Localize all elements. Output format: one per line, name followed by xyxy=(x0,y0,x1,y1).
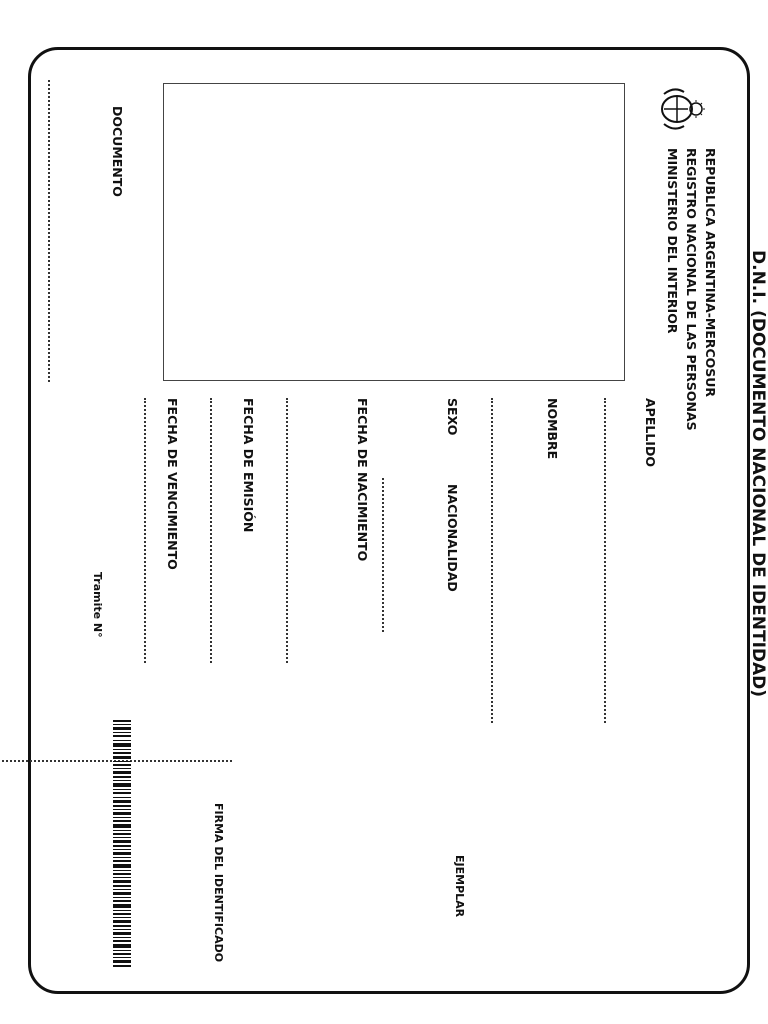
fecha-emision-line[interactable] xyxy=(210,398,212,663)
header-line-2: REGISTRO NACIONAL DE LAS PERSONAS xyxy=(684,148,699,431)
label-nacionalidad: NACIONALIDAD xyxy=(445,484,460,592)
label-apellido: APELLIDO xyxy=(643,398,658,467)
nombre-line[interactable] xyxy=(491,398,493,723)
label-tramite: Tramite N° xyxy=(91,572,104,638)
label-fecha-vencimiento: FECHA DE VENCIMIENTO xyxy=(165,398,180,570)
header-line-3: MINISTERIO DEL INTERIOR xyxy=(665,148,680,334)
coat-of-arms-icon xyxy=(660,82,706,136)
photo-area xyxy=(163,83,625,381)
label-documento: DOCUMENTO xyxy=(110,106,125,197)
page-title: D.N.I. (DOCUMENTO NACIONAL DE IDENTIDAD) xyxy=(748,250,768,698)
documento-line[interactable] xyxy=(48,80,50,382)
label-sexo: SEXO xyxy=(445,398,460,436)
fecha-nacimiento-line[interactable] xyxy=(286,398,288,663)
nacionalidad-line[interactable] xyxy=(382,478,384,632)
apellido-line[interactable] xyxy=(604,398,606,723)
fecha-vencimiento-line[interactable] xyxy=(144,398,146,663)
label-firma: FIRMA DEL IDENTIFICADO xyxy=(212,803,225,963)
label-fecha-emision: FECHA DE EMISIÓN xyxy=(241,398,256,533)
barcode-icon xyxy=(113,720,131,968)
label-ejemplar: EJEMPLAR xyxy=(453,855,466,918)
label-fecha-nacimiento: FECHA DE NACIMIENTO xyxy=(355,398,370,562)
label-nombre: NOMBRE xyxy=(545,398,560,460)
header-line-1: REPUBLICA ARGENTINA-MERCOSUR xyxy=(703,148,718,398)
